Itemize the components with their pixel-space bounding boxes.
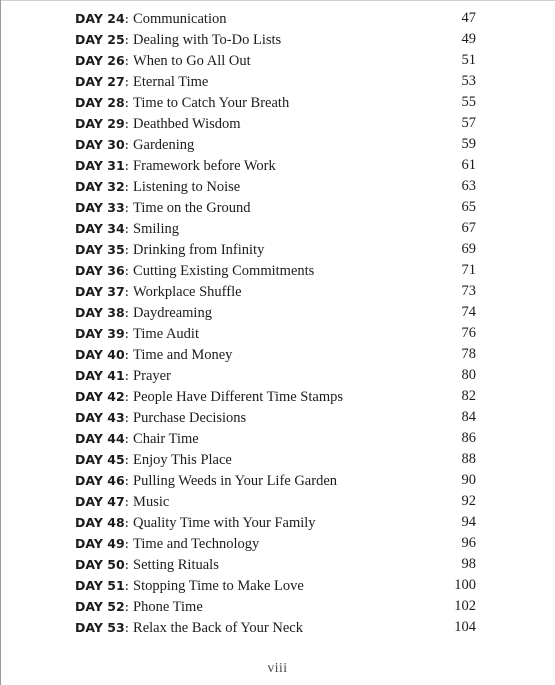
toc-page-number: 86 bbox=[461, 430, 476, 446]
toc-day-label: DAY 27 bbox=[75, 74, 125, 89]
toc-title: Gardening bbox=[133, 137, 195, 153]
toc-day-label: DAY 28 bbox=[75, 95, 125, 110]
toc-colon: : bbox=[124, 159, 130, 174]
toc-day-label: DAY 32 bbox=[75, 179, 125, 194]
table-of-contents bbox=[75, 8, 476, 638]
toc-page-number: 51 bbox=[461, 52, 476, 68]
toc-day-label: DAY 30 bbox=[75, 137, 125, 152]
toc-page-number: 67 bbox=[461, 220, 476, 236]
toc-day-label: DAY 37 bbox=[75, 284, 125, 299]
toc-title: Setting Rituals bbox=[133, 557, 219, 573]
toc-colon: : bbox=[124, 285, 130, 300]
toc-day-label: DAY 52 bbox=[75, 599, 125, 614]
toc-entry[interactable] bbox=[75, 428, 476, 449]
toc-page-number: 55 bbox=[461, 94, 476, 110]
toc-title: Pulling Weeds in Your Life Garden bbox=[133, 473, 338, 489]
toc-day-label: DAY 33 bbox=[75, 200, 125, 215]
toc-day-label: DAY 35 bbox=[75, 242, 125, 257]
toc-day-label: DAY 25 bbox=[75, 32, 125, 47]
toc-title: Relax the Back of Your Neck bbox=[133, 620, 303, 636]
toc-title: Workplace Shuffle bbox=[133, 284, 242, 300]
toc-page-number: 98 bbox=[461, 556, 476, 572]
toc-day-label: DAY 53 bbox=[75, 620, 125, 635]
toc-day-label: DAY 43 bbox=[75, 410, 125, 425]
toc-colon: : bbox=[124, 558, 130, 573]
toc-day-label: DAY 36 bbox=[75, 263, 125, 278]
toc-entry[interactable] bbox=[75, 281, 476, 302]
toc-day-label: DAY 24 bbox=[75, 11, 125, 26]
toc-title: Chair Time bbox=[133, 431, 199, 447]
toc-page-number: 92 bbox=[461, 493, 476, 509]
toc-colon: : bbox=[124, 432, 130, 447]
toc-page-number: 104 bbox=[454, 619, 476, 635]
left-border bbox=[0, 0, 1, 685]
toc-entry[interactable] bbox=[75, 218, 476, 239]
toc-colon: : bbox=[124, 96, 130, 111]
toc-title: Listening to Noise bbox=[133, 179, 241, 195]
toc-day-label: DAY 31 bbox=[75, 158, 125, 173]
toc-page-number: 59 bbox=[461, 136, 476, 152]
toc-colon: : bbox=[124, 516, 130, 531]
toc-entry[interactable] bbox=[75, 323, 476, 344]
toc-page-number: 71 bbox=[461, 262, 476, 278]
toc-entry[interactable] bbox=[75, 239, 476, 260]
toc-colon: : bbox=[124, 474, 130, 489]
toc-day-label: DAY 46 bbox=[75, 473, 125, 488]
toc-title: Deathbed Wisdom bbox=[133, 116, 241, 132]
toc-entry[interactable] bbox=[75, 113, 476, 134]
toc-page-number: 53 bbox=[461, 73, 476, 89]
toc-page-number: 65 bbox=[461, 199, 476, 215]
toc-day-label: DAY 51 bbox=[75, 578, 125, 593]
toc-page-number: 76 bbox=[461, 325, 476, 341]
toc-entry[interactable] bbox=[75, 575, 476, 596]
toc-page-number: 73 bbox=[461, 283, 476, 299]
toc-entry[interactable] bbox=[75, 596, 476, 617]
toc-entry[interactable] bbox=[75, 155, 476, 176]
toc-entry[interactable] bbox=[75, 554, 476, 575]
toc-entry[interactable] bbox=[75, 386, 476, 407]
toc-colon: : bbox=[124, 495, 130, 510]
toc-title: Time Audit bbox=[133, 326, 199, 342]
toc-page-number: 96 bbox=[461, 535, 476, 551]
toc-colon: : bbox=[124, 327, 130, 342]
toc-page-number: 63 bbox=[461, 178, 476, 194]
toc-entry[interactable] bbox=[75, 407, 476, 428]
toc-title: Quality Time with Your Family bbox=[133, 515, 316, 531]
toc-page-number: 102 bbox=[454, 598, 476, 614]
toc-entry[interactable] bbox=[75, 449, 476, 470]
toc-colon: : bbox=[124, 348, 130, 363]
toc-page-number: 82 bbox=[461, 388, 476, 404]
top-border bbox=[0, 0, 555, 1]
toc-entry[interactable] bbox=[75, 71, 476, 92]
toc-day-label: DAY 38 bbox=[75, 305, 125, 320]
toc-page-number: 94 bbox=[461, 514, 476, 530]
toc-page-number: 74 bbox=[461, 304, 476, 320]
toc-colon: : bbox=[124, 201, 130, 216]
toc-colon: : bbox=[124, 75, 130, 90]
toc-title: People Have Different Time Stamps bbox=[133, 389, 344, 405]
toc-entry[interactable] bbox=[75, 512, 476, 533]
toc-title: Drinking from Infinity bbox=[133, 242, 265, 258]
toc-colon: : bbox=[124, 33, 130, 48]
toc-page-number: 84 bbox=[461, 409, 476, 425]
toc-title: When to Go All Out bbox=[133, 53, 251, 69]
toc-page-number: 100 bbox=[454, 577, 476, 593]
toc-entry[interactable] bbox=[75, 29, 476, 50]
toc-entry[interactable] bbox=[75, 344, 476, 365]
toc-day-label: DAY 47 bbox=[75, 494, 125, 509]
toc-title: Eternal Time bbox=[133, 74, 209, 90]
toc-colon: : bbox=[124, 453, 130, 468]
toc-title: Purchase Decisions bbox=[133, 410, 247, 426]
toc-page-number: 49 bbox=[461, 31, 476, 47]
toc-day-label: DAY 48 bbox=[75, 515, 125, 530]
toc-title: Phone Time bbox=[133, 599, 203, 615]
toc-title: Smiling bbox=[133, 221, 179, 237]
toc-page-number: 47 bbox=[461, 10, 476, 26]
toc-entry[interactable] bbox=[75, 470, 476, 491]
toc-day-label: DAY 40 bbox=[75, 347, 125, 362]
toc-colon: : bbox=[124, 54, 130, 69]
toc-page-number: 61 bbox=[461, 157, 476, 173]
toc-colon: : bbox=[124, 537, 130, 552]
toc-entry[interactable] bbox=[75, 302, 476, 323]
toc-colon: : bbox=[124, 621, 130, 636]
toc-entry[interactable] bbox=[75, 8, 476, 29]
toc-colon: : bbox=[124, 12, 130, 27]
toc-page-number: 80 bbox=[461, 367, 476, 383]
toc-colon: : bbox=[124, 306, 130, 321]
toc-day-label: DAY 41 bbox=[75, 368, 125, 383]
toc-title: Stopping Time to Make Love bbox=[133, 578, 304, 594]
toc-title: Daydreaming bbox=[133, 305, 212, 321]
toc-title: Cutting Existing Commitments bbox=[133, 263, 315, 279]
toc-colon: : bbox=[124, 600, 130, 615]
toc-page-number: 69 bbox=[461, 241, 476, 257]
toc-page-number: 78 bbox=[461, 346, 476, 362]
toc-title: Communication bbox=[133, 11, 227, 27]
toc-colon: : bbox=[124, 264, 130, 279]
toc-entry[interactable] bbox=[75, 260, 476, 281]
toc-entry[interactable] bbox=[75, 176, 476, 197]
toc-page-number: 88 bbox=[461, 451, 476, 467]
toc-entry[interactable] bbox=[75, 365, 476, 386]
toc-title: Time and Money bbox=[133, 347, 233, 363]
toc-title: Framework before Work bbox=[133, 158, 276, 174]
toc-entry[interactable] bbox=[75, 617, 476, 638]
toc-colon: : bbox=[124, 369, 130, 384]
toc-colon: : bbox=[124, 411, 130, 426]
toc-colon: : bbox=[124, 222, 130, 237]
toc-entry[interactable] bbox=[75, 50, 476, 71]
toc-day-label: DAY 50 bbox=[75, 557, 125, 572]
toc-day-label: DAY 34 bbox=[75, 221, 125, 236]
toc-title: Time to Catch Your Breath bbox=[133, 95, 290, 111]
toc-entry[interactable] bbox=[75, 491, 476, 512]
toc-title: Music bbox=[133, 494, 170, 510]
toc-day-label: DAY 29 bbox=[75, 116, 125, 131]
toc-title: Enjoy This Place bbox=[133, 452, 232, 468]
toc-colon: : bbox=[124, 117, 130, 132]
toc-title: Prayer bbox=[133, 368, 171, 384]
toc-colon: : bbox=[124, 243, 130, 258]
toc-title: Time and Technology bbox=[133, 536, 260, 552]
toc-day-label: DAY 26 bbox=[75, 53, 125, 68]
toc-colon: : bbox=[124, 390, 130, 405]
toc-entry[interactable] bbox=[75, 197, 476, 218]
toc-title: Dealing with To-Do Lists bbox=[133, 32, 282, 48]
toc-day-label: DAY 42 bbox=[75, 389, 125, 404]
toc-page-number: 90 bbox=[461, 472, 476, 488]
toc-entry[interactable] bbox=[75, 533, 476, 554]
page-folio: viii bbox=[267, 660, 288, 675]
toc-colon: : bbox=[124, 180, 130, 195]
toc-day-label: DAY 45 bbox=[75, 452, 125, 467]
toc-page-number: 57 bbox=[461, 115, 476, 131]
toc-day-label: DAY 39 bbox=[75, 326, 125, 341]
toc-colon: : bbox=[124, 138, 130, 153]
toc-entry[interactable] bbox=[75, 134, 476, 155]
toc-day-label: DAY 44 bbox=[75, 431, 125, 446]
toc-title: Time on the Ground bbox=[133, 200, 251, 216]
toc-entry[interactable] bbox=[75, 92, 476, 113]
toc-colon: : bbox=[124, 579, 130, 594]
toc-day-label: DAY 49 bbox=[75, 536, 125, 551]
